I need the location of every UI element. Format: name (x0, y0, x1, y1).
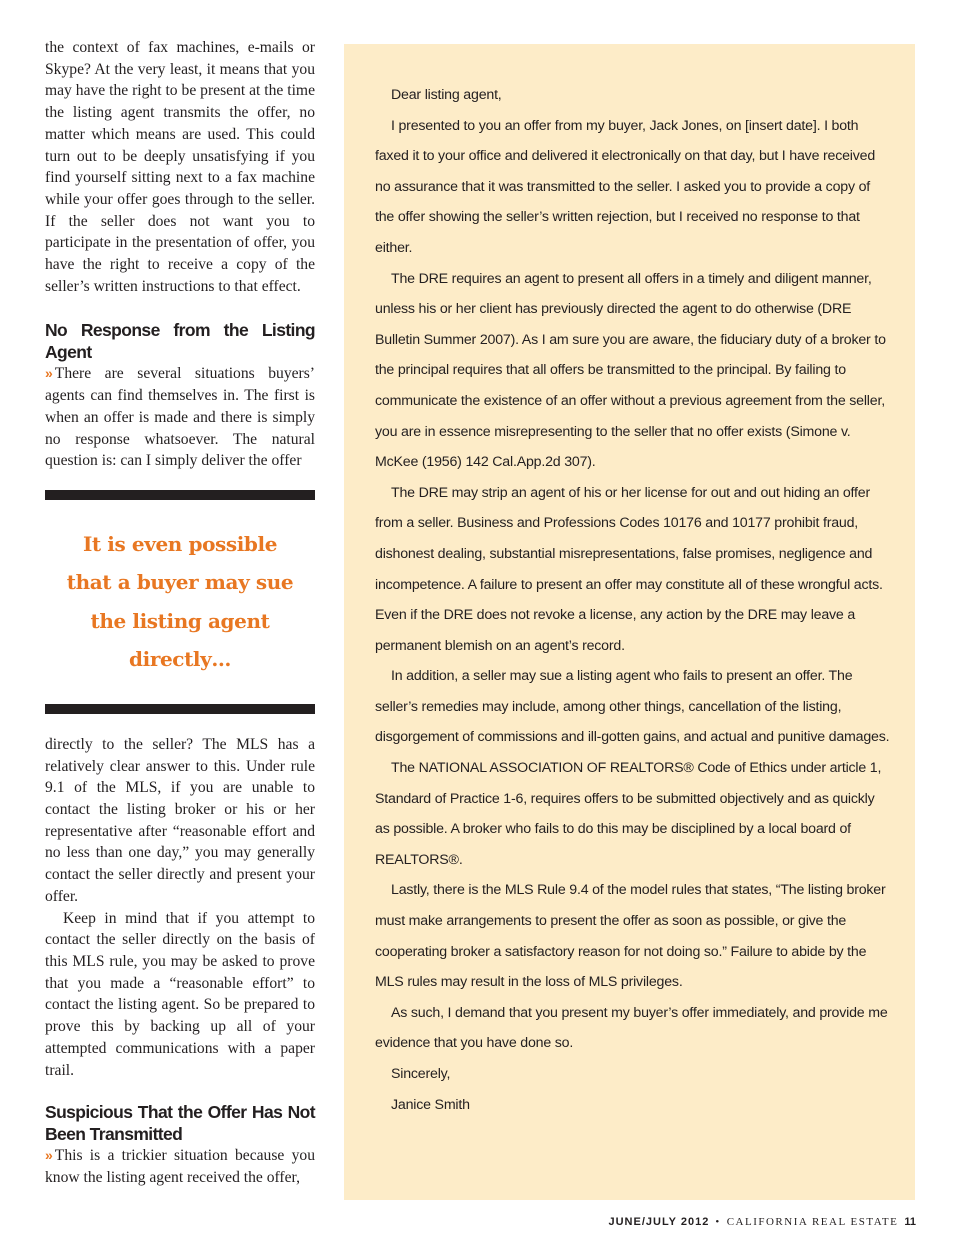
letter-closing: Sincerely, (391, 1066, 451, 1082)
body-paragraph-suspicious: » This is a trickier situation because you know the listing agent received the offer, (45, 1147, 315, 1186)
letter-paragraph-1: I presented to you an offer from my buyer, Jack Jones, on [insert date]. I both faxed it to your office and delivered it electronically on that day, but I have received no assurance that it was transmitted to the seller. I asked you to provide a copy of the offer showing the seller’s written rejection, but I received no response to that either. (375, 117, 876, 256)
letter-paragraph-4: In addition, a seller may sue a listing agent who fails to present an offer. The seller’s remedies may include, among other things, cancellation of the listing, disgorgement of commissions and ill-gotten gains, and actual and punitive damages. (375, 668, 890, 746)
letter-signature: Janice Smith (391, 1096, 470, 1113)
chevron-right-icon: » (45, 1147, 50, 1164)
letter-paragraph-3: The DRE may strip an agent of his or her license for out and out hiding an offer from a seller. Business and Professions Codes 10176 and 10177 prohibit fraud, dishonest dealing, substantial misrepresentations, false promises, negligence and incompetence. A failure to present an offer may constitute all of these wrongful acts. Even if the DRE does not revoke a license, any action by the DRE may leave a permanent blemish on an agent’s record. (375, 484, 883, 654)
pull-quote: It is even possible that a buyer may sue the listing agent directly… (66, 531, 294, 672)
section-heading-no-response: No Response from the Listing Agent (45, 320, 315, 363)
letter-paragraph-5: The NATIONAL ASSOCIATION OF REALTORS® Code of Ethics under article 1, Standard of Practice 1-6, requires offers to be submitted objectively and as quickly as possible. A broker who fails to do this may be disciplined by a local board of REALTORS®. (375, 760, 882, 868)
body-paragraph-no-response: » There are several situations buyers’ agents can find themselves in. The first is when an offer is made and there is simply no response whatsoever. The natural question is: can I simply deliver the offer (45, 365, 315, 470)
section-heading-suspicious: Suspicious That the Offer Has Not Been Transmitted (45, 1102, 315, 1145)
chevron-right-icon: » (45, 365, 50, 382)
left-column (45, 37, 315, 1189)
pull-quote-rule-top (45, 490, 315, 500)
body-paragraph-direct: directly to the seller? The MLS has a relatively clear answer to this. Under rule 9.1 of the MLS, if you are unable to contact the listing broker or his or her representative after “reasonable effort and no less than one day,” you may generally contact the seller directly and present your offer. (45, 735, 315, 905)
footer-publication: CALIFORNIA REAL ESTATE (726, 1216, 899, 1228)
page-footer (609, 1216, 917, 1232)
sample-letter (375, 80, 890, 1120)
footer-bullet: • (715, 1216, 721, 1228)
letter-paragraph-7: As such, I demand that you present my buyer’s offer immediately, and provide me evidence that you have done so. (375, 1004, 888, 1052)
letter-salutation: Dear listing agent, (391, 87, 502, 103)
page-number: 11 (904, 1216, 916, 1228)
letter-paragraph-2: The DRE requires an agent to present all offers in a timely and diligent manner, unless his or her client has previously directed the agent to do otherwise (DRE Bulletin Summer 2007). As I am sure you are aware, the fiduciary duty of a broker to the principal requires that all offers be transmitted to the principal. By failing to communicate the existence of an offer without a previous agreement from the seller, you are in essence misrepresenting to the seller that no offer exists (Simone v. McKee (1956) 142 Cal.App.2d 307). (375, 270, 886, 471)
letter-paragraph-6: Lastly, there is the MLS Rule 9.4 of the model rules that states, “The listing broker must make arrangements to present the offer as soon as possible, or give the cooperating broker a satisfactory reason for not doing so.” Failure to abide by the MLS rules may result in the loss of MLS privileges. (375, 882, 886, 991)
pull-quote-rule-bottom (45, 704, 315, 714)
body-paragraph-keep-in-mind: Keep in mind that if you attempt to contact the seller directly on the basis of this MLS rule, you may be asked to prove that you made a “reasonable effort” to contact the listing agent. So be prepared to prove this by backing up all of your attempted communications with a paper trail. (45, 909, 315, 1079)
footer-issue-date: JUNE/JULY 2012 (608, 1216, 710, 1228)
body-paragraph-intro: the context of fax machines, e-mails or Skype? At the very least, it means that you may have the right to be present at the time the listing agent transmits the offer, no matter which means are used. This could turn out to be deeply unsatisfying if you find yourself sitting next to a fax machine while your offer goes through to the seller. If the seller does not want you to participate in the presentation of offer, you have the right to receive a copy of the seller’s written instructions to that effect. (45, 39, 315, 295)
